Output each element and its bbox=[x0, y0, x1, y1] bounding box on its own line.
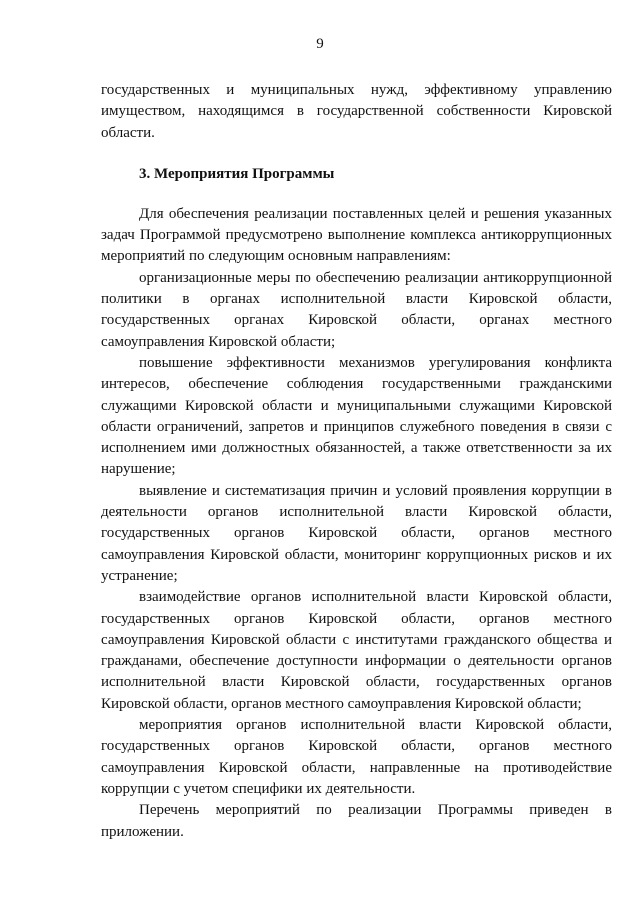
paragraph-continuation: государственных и муниципальных нужд, эффективному управлению имуществом, находящимся в государственной собственности Кировской области. bbox=[101, 82, 612, 141]
page-number: 9 bbox=[316, 36, 324, 52]
page-body bbox=[101, 80, 612, 843]
paragraph-direction-4: взаимодействие органов исполнительной власти Кировской области, государственных органов Кировской области, органов местного самоуправления Кировской области с институтами гражданского общества и гражданами, обеспечение доступности информации о деятельности органов исполнительной власти Кировской области, государственных органов Кировской области, органов местного самоуправления Кировской области; bbox=[101, 589, 612, 712]
paragraph-intro: Для обеспечения реализации поставленных целей и решения указанных задач Программой предусмотрено выполнение комплекса антикоррупционных мероприятий по следующим основным направлениям: bbox=[101, 205, 612, 265]
paragraph-direction-1: организационные меры по обеспечению реализации антикоррупционной политики в органах исполнительной власти Кировской области, государственных органах Кировской области, органах местного самоуправления Кировской области; bbox=[101, 269, 612, 350]
paragraph-direction-5: мероприятия органов исполнительной власти Кировской области, государственных органов Кировской области, органов местного самоуправления Кировской области, направленные на противодействие коррупции с учетом специфики их деятельности. bbox=[101, 717, 612, 797]
section-heading: 3. Мероприятия Программы bbox=[139, 165, 335, 182]
paragraph-direction-3: выявление и систематизация причин и условий проявления коррупции в деятельности органов исполнительной власти Кировской области, государственных органов Кировской области, органов местного самоуправления Кировской области, мониторинг коррупционных рисков и их устранение; bbox=[101, 482, 612, 584]
paragraph-appendix-note: Перечень мероприятий по реализации Программы приведен в приложении. bbox=[101, 802, 612, 840]
paragraph-direction-2: повышение эффективности механизмов урегулирования конфликта интересов, обеспечение соблюдения государственными гражданскими служащими Кировской области и муниципальными служащими Кировской области ограничений, запретов и принципов служебного поведения в связи с исполнением ими должностных обязанностей, а также ответственности за их нарушение; bbox=[101, 354, 612, 478]
